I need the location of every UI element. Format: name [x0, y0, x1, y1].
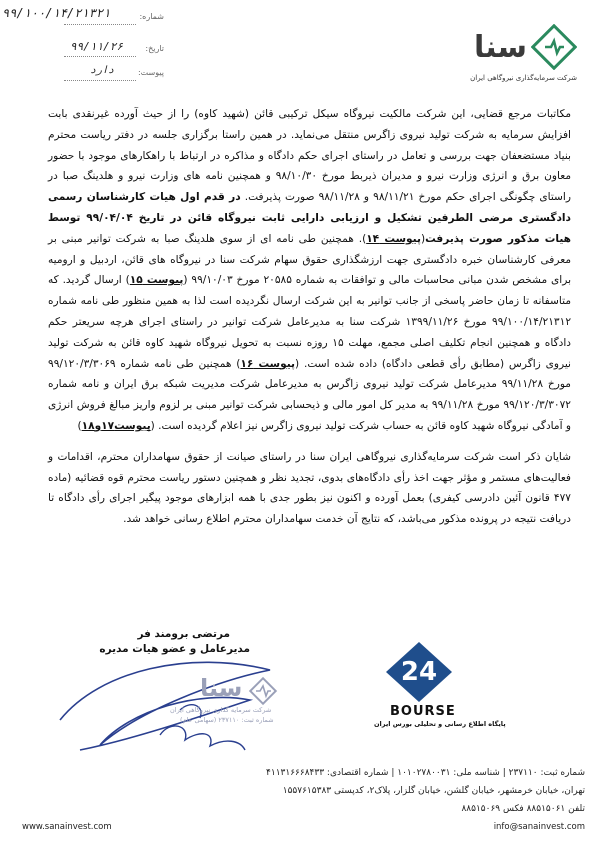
- footer-phone: تلفن ۸۸۵۱۵۰۶۱ فکس ۸۸۵۱۵۰۶۹: [461, 804, 585, 814]
- stamp-registration: شماره ثبت: ۲۳۷۱۱۰ (سهامی عام): [180, 716, 274, 724]
- stamp-text: شرکت سرمایه گذاری نیروگاهی ایران: [170, 706, 272, 714]
- date-value: ۹۹/۱۱/۲۶: [70, 40, 123, 53]
- bourse-24-icon: [384, 640, 454, 704]
- annex-15: پیوست ۱۵: [129, 274, 184, 287]
- bourse-logo: [362, 640, 506, 730]
- annex-17-18: پیوست۱۷و۱۸: [81, 419, 151, 432]
- annex-16: پیوست ۱۶: [240, 357, 296, 370]
- date-label: تاریخ:: [145, 44, 164, 53]
- footer-address: تهران، خیابان خرمشهر، خیابان گلشن، خیابان گلزار، پلاک۲، کدپستی ۱۵۵۷۶۱۵۳۸۳: [282, 786, 585, 796]
- bourse-word: BOURSE: [390, 704, 456, 719]
- signer-name: مرتضی برومند فر: [137, 628, 230, 640]
- svg-text:24: 24: [400, 657, 438, 687]
- logo-word: سنا: [473, 30, 527, 65]
- number-value: ۹۹/۱۰۰/۱۴/۲۱۳۲۱: [2, 6, 111, 20]
- footer-website[interactable]: www.sanainvest.com: [22, 822, 112, 832]
- signer-title: مدیرعامل و عضو هیات مدیره: [99, 643, 250, 655]
- stamp-word: سنا: [200, 674, 243, 702]
- bourse-subtitle: پایگاه اطلاع رسانی و تحلیلی بورس ایران: [374, 720, 506, 728]
- annex-14: پیوست ۱۴: [366, 232, 421, 245]
- attachment-value: دارد: [90, 65, 115, 76]
- company-stamp: [140, 668, 320, 738]
- logo-subtitle: شرکت سرمایه‌گذاری نیروگاهی ایران: [470, 74, 577, 82]
- number-label: شماره:: [139, 12, 164, 21]
- paragraph-2: شایان ذکر است شرکت سرمایه‌گذاری نیروگاهی ایران سنا در راستای صیانت از حقوق سهامداران محترم، اقدامات و فعالیت‌های مستمر و مؤثر جهت اخذ رأی دادگاه‌های بدوی، تجدید نظر و همچنین دستور ریاست محترم قوه قضائیه (ماده ۴۷۷ قانون آئین دادرسی کیفری) بعمل آورده و اکنون نیز بطور جدی با همه ابزارهای موجود پیگیر اجرای رأی دادگاه تا دریافت نتیجه در پرونده مذکور می‌باشد، که نتایج آن خدمت سهامداران محترم اطلاع رسانی خواهد شد.: [48, 450, 571, 526]
- letter-body: [48, 104, 571, 532]
- footer-ids: شماره ثبت: ۲۳۷۱۱۰ | شناسه ملی: ۱۰۱۰۲۷۸۰۰۳۱ | شماره اقتصادی: ۴۱۱۳۱۶۶۶۸۴۳۳: [266, 768, 585, 778]
- footer-email[interactable]: info@sanainvest.com: [493, 822, 585, 832]
- attachment-label: پیوست:: [137, 68, 164, 77]
- paragraph-1: مکاتبات مرجع قضایی، این شرکت مالکیت نیروگاه سیکل ترکیبی قائن (شهید کاوه) را از حیث آورده غیرنقدی بابت افزایش سرمایه به شرکت تولید نیروی زاگرس منتقل می‌نماید. در همین راستا برگزاری جلسه در دفتر ریاست محترم بنیاد مستضعفان جهت بررسی و تعامل در راستای اجرای حکم دادگاه و مذاکره در ارتباط با راهکارهای موجود با حضور معاون برق و انرژی وزارت نیرو و مدیران ذیربط مورخ ۹۸/۱۰/۳۰ و همچنین نامه های وزارت نیرو و هلدینگ صبا در راستای چگونگی اجرای حکم مورخ ۹۸/۱۱/۲۱ و ۹۸/۱۱/۲۸ صورت پذیرفت. در قدم اول هیات کارشناسان رسمی دادگستری مرضی الطرفین تشکیل و ارزیابی دارایی ثابت نیروگاه قائن در تاریخ ۹۹/۰۴/۰۴ توسط هیات مذکور صورت پذیرفت(پیوست ۱۴). همچنین طی نامه ای از سوی هلدینگ صبا به شرکت توانیر مبنی بر معرفی کارشناسان خبره دادگستری جهت ارزشگذاری حقوق سهام شرکت سنا در نیروگاه های قائن، اردبیل و ارومیه برای مشخص شدن مبانی محاسبات مالی و توافقات به شماره ۲۰۵۸۵ مورخ ۹۹/۱۰/۰۳ (پیوست ۱۵) ارسال گردید. که متاسفانه تا زمان حاضر پاسخی از جانب توانیر به این شرکت ارسال نگردیده است لذا به همین منظور طی نامه شماره ۹۹/۱۰۰/۱۴/۲۱۳۱۲ مورخ ۱۳۹۹/۱۱/۲۶ شرکت سنا به مدیرعامل شرکت توانیر در راستای اجرای هرچه سریعتر حکم دادگاه و همچنین انجام تکلیف اصلی مجمع، مهلت ۱۵ روزه نسبت به تحویل نیروگاه شهید کاوه قائن به شرکت تولید نیروی زاگرس (مطابق رأی قطعی دادگاه) داده شده است. (پیوست ۱۶) همچنین طی نامه شماره ۹۹/۱۲۰/۳/۳۰۶۹ مورخ ۹۹/۱۱/۲۸ مدیرعامل شرکت تولید نیروی زاگرس به مدیرعامل شرکت مدیریت شبکه برق ایران و نامه شماره ۹۹/۱۲۰/۳/۳۰۷۲ مورخ ۹۹/۱۱/۲۸ به مدیر کل امور مالی و ذیحسابی شرکت توانیر مبنی بر لزوم واریز مبالغ فروش انرژی و آمادگی نیروگاه شهید کاوه قائن به حساب شرکت تولید نیروی زاگرس نیز اعلام گردیده است. (پیوست۱۷و۱۸): [48, 108, 572, 432]
- stamp-logo-icon: [248, 676, 278, 706]
- sana-logo-icon: [531, 24, 577, 70]
